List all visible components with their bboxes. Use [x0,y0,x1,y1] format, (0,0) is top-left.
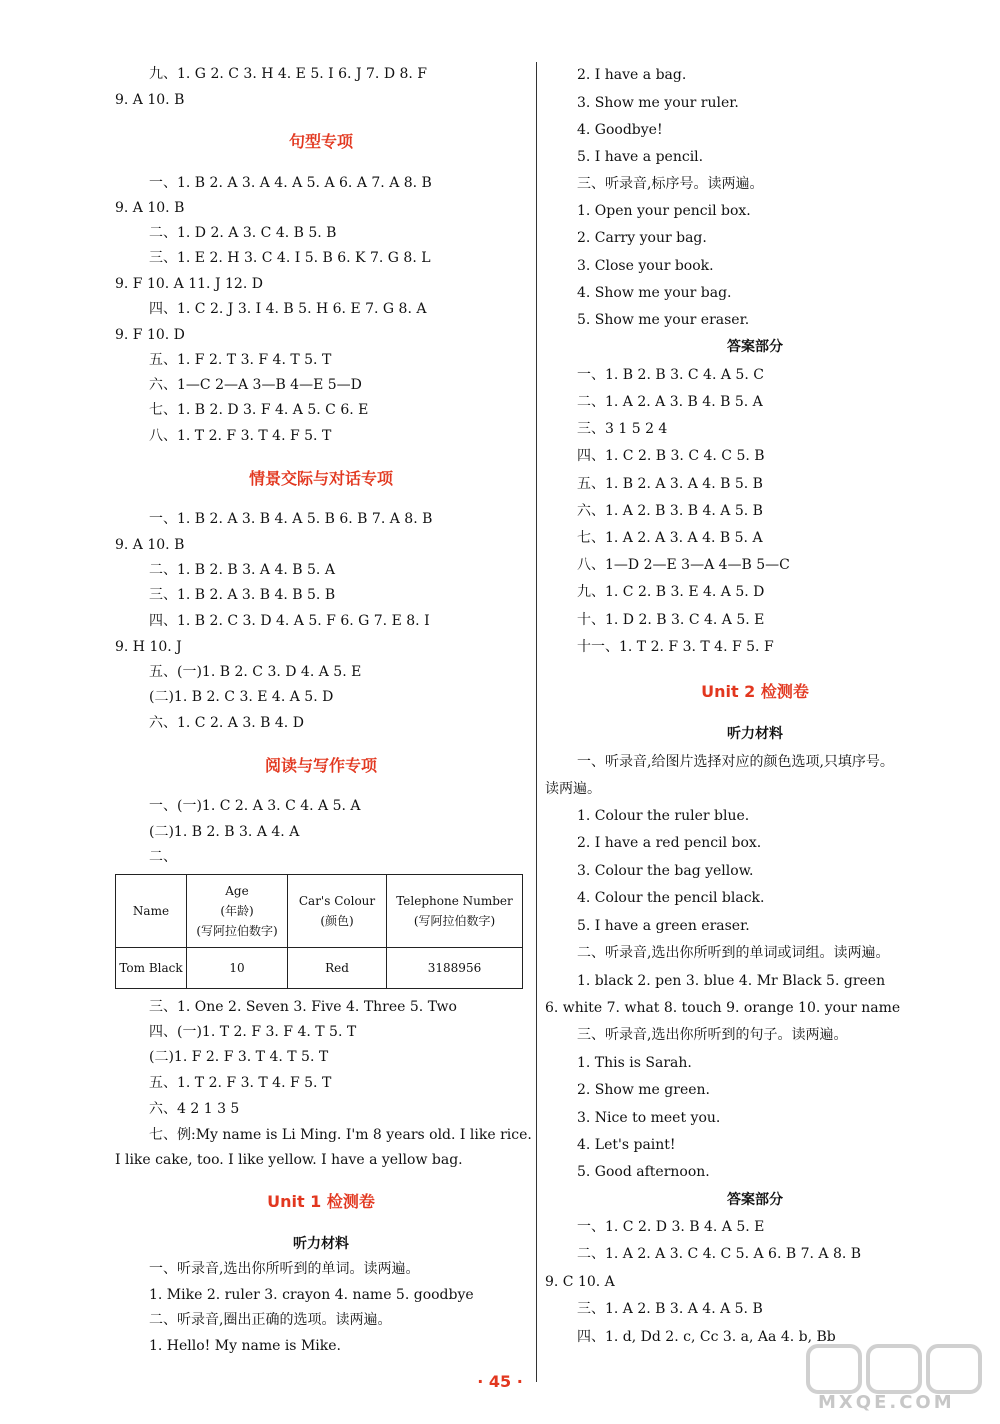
answer-line: 2. I have a red pencil box. [577,835,762,851]
answer-line: 一、(一)1. C 2. A 3. C 4. A 5. A [149,798,361,814]
info-table [115,874,523,989]
answer-line: 六、1. C 2. A 3. B 4. D [149,715,304,731]
answer-line: 八、1—D 2—E 3—A 4—B 5—C [577,557,790,573]
answer-line: 9. A 10. B [115,92,185,108]
answer-line: 四、1. C 2. B 3. C 4. C 5. B [577,448,765,464]
table-header-telephone: Telephone Number (写阿拉伯数字) [387,875,523,948]
answer-line: 5. Show me your eraser. [577,312,750,328]
answer-line: 三、3 1 5 2 4 [577,421,668,437]
column-divider [536,62,537,1382]
answer-line: 二、1. A 2. A 3. C 4. C 5. A 6. B 7. A 8. B [577,1246,862,1262]
answer-line: 4. Goodbye! [577,122,663,138]
answer-line: 五、1. B 2. A 3. A 4. B 5. B [577,476,763,492]
answer-line: 5. I have a green eraser. [577,918,750,934]
answer-line: 十、1. D 2. B 3. C 4. A 5. E [577,612,765,628]
question-line: 二、听录音,选出你所听到的单词或词组。读两遍。 [577,945,890,961]
answer-line: 八、1. T 2. F 3. T 4. F 5. T [149,428,332,444]
answer-line: 2. I have a bag. [577,67,687,83]
answer-line: 七、1. B 2. D 3. F 4. A 5. C 6. E [149,402,369,418]
answer-line: 四、1. C 2. J 3. I 4. B 5. H 6. E 7. G 8. A [149,301,427,317]
answer-line: 一、1. B 2. A 3. B 4. A 5. B 6. B 7. A 8. B [149,511,433,527]
answer-line: 四、(一)1. T 2. F 3. F 4. T 5. T [149,1024,357,1040]
question-line: 一、听录音,给图片选择对应的颜色选项,只填序号。 [577,754,894,770]
answer-line: 9. H 10. J [115,639,182,655]
answer-line: 三、1. A 2. B 3. A 4. A 5. B [577,1301,763,1317]
answer-line: 4. Show me your bag. [577,285,732,301]
answer-line: 5. I have a pencil. [577,149,704,165]
answer-line: 五、1. T 2. F 3. T 4. F 5. T [149,1075,332,1091]
table-cell-telephone: 3188956 [387,948,523,989]
answer-line: 六、1. A 2. B 3. B 4. A 5. B [577,503,763,519]
answer-line: 1. Open your pencil box. [577,203,751,219]
answer-line: 2. Show me green. [577,1082,710,1098]
answer-line: 2. Carry your bag. [577,230,707,246]
answer-line: 9. A 10. B [115,200,185,216]
answer-line: 五、(一)1. B 2. C 3. D 4. A 5. E [149,664,362,680]
table-row [116,948,523,989]
page-number: · 45 · [477,1372,523,1391]
answer-line: 1. This is Sarah. [577,1055,692,1071]
answer-line: 四、1. d, Dd 2. c, Cc 3. a, Aa 4. b, Bb [577,1329,836,1345]
watermark-text: MXQE.COM [818,1392,955,1413]
answer-line: 九、1. C 2. B 3. E 4. A 5. D [577,584,765,600]
answer-line: 4. Let's paint! [577,1137,676,1153]
answer-line: 3. Colour the bag yellow. [577,863,754,879]
answer-line: 七、1. A 2. A 3. A 4. B 5. A [577,530,763,546]
answer-line: 一、1. C 2. D 3. B 4. A 5. E [577,1219,765,1235]
answer-line: 二、1. D 2. A 3. C 4. B 5. B [149,225,337,241]
answer-line: 九、1. G 2. C 3. H 4. E 5. I 6. J 7. D 8. F [149,66,428,82]
table-header-name: Name [116,875,187,948]
section-title-unit1: Unit 1 检测卷 [267,1192,375,1211]
question-line: 读两遍。 [545,781,601,797]
answer-line: (二)1. B 2. C 3. E 4. A 5. D [149,689,334,705]
question-line: 一、听录音,选出你所听到的单词。读两遍。 [149,1261,420,1277]
table-cell-colour: Red [288,948,387,989]
table-header-age: Age (年龄) (写阿拉伯数字) [187,875,288,948]
section-title-dialogue: 情景交际与对话专项 [248,469,393,488]
answer-line: 5. Good afternoon. [577,1164,710,1180]
answer-line: (二)1. F 2. F 3. T 4. T 5. T [149,1049,329,1065]
answer-line: 1. Mike 2. ruler 3. crayon 4. name 5. goodbye [149,1287,474,1303]
answer-line: 五、1. F 2. T 3. F 4. T 5. T [149,352,332,368]
section-title-reading-writing: 阅读与写作专项 [264,756,377,775]
answer-line: 1. Colour the ruler blue. [577,808,750,824]
answer-line: 9. F 10. A 11. J 12. D [115,276,263,292]
subheading-answers: 答案部分 [727,339,783,355]
question-line: 三、听录音,选出你所听到的句子。读两遍。 [577,1027,848,1043]
subheading-listening: 听力材料 [727,726,783,742]
answer-line: 二、 [149,849,177,865]
answer-line: 十一、1. T 2. F 3. T 4. F 5. F [577,639,774,655]
table-cell-age: 10 [187,948,288,989]
table-header-colour: Car's Colour (颜色) [288,875,387,948]
answer-line: (二)1. B 2. B 3. A 4. A [149,824,300,840]
subheading-listening: 听力材料 [293,1236,349,1252]
answer-line: 一、1. B 2. B 3. C 4. A 5. C [577,367,764,383]
answer-line: 七、例:My name is Li Ming. I'm 8 years old. I like rice. [149,1127,532,1143]
answer-line: 二、1. A 2. A 3. B 4. B 5. A [577,394,763,410]
table-header-row [116,875,523,948]
answer-line: 3. Close your book. [577,258,714,274]
subheading-answers: 答案部分 [727,1192,783,1208]
answer-line: 四、1. B 2. C 3. D 4. A 5. F 6. G 7. E 8. I [149,613,430,629]
question-line: 三、听录音,标序号。读两遍。 [577,176,764,192]
answer-line: 9. F 10. D [115,327,185,343]
answer-line: 三、1. E 2. H 3. C 4. I 5. B 6. K 7. G 8. L [149,250,431,266]
answer-line: 3. Nice to meet you. [577,1110,721,1126]
section-title-unit2: Unit 2 检测卷 [701,682,809,701]
answer-line: 6. white 7. what 8. touch 9. orange 10. your name [545,1000,901,1016]
answer-line: 二、1. B 2. B 3. A 4. B 5. A [149,562,335,578]
answer-line: 3. Show me your ruler. [577,95,739,111]
answer-line: 1. Hello! My name is Mike. [149,1338,341,1354]
answer-line: I like cake, too. I like yellow. I have a yellow bag. [115,1152,463,1168]
answer-line: 9. C 10. A [545,1274,615,1290]
answer-line: 三、1. B 2. A 3. B 4. B 5. B [149,587,336,603]
section-title-sentence: 句型专项 [288,132,353,151]
answer-line: 1. black 2. pen 3. blue 4. Mr Black 5. green [577,973,886,989]
answer-line: 三、1. One 2. Seven 3. Five 4. Three 5. Two [149,999,457,1015]
answer-line: 4. Colour the pencil black. [577,890,765,906]
answer-line: 9. A 10. B [115,537,185,553]
answer-line: 六、4 2 1 3 5 [149,1101,240,1117]
table-cell-name: Tom Black [116,948,187,989]
answer-line: 一、1. B 2. A 3. A 4. A 5. A 6. A 7. A 8. B [149,175,432,191]
answer-line: 六、1—C 2—A 3—B 4—E 5—D [149,377,362,393]
question-line: 二、听录音,圈出正确的选项。读两遍。 [149,1312,392,1328]
